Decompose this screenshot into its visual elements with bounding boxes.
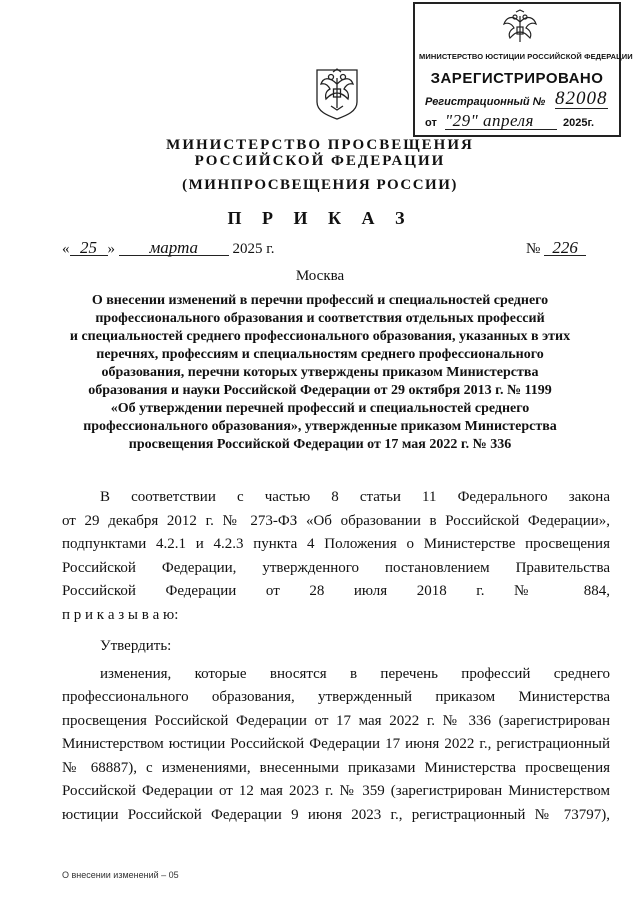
body-line: № 68887), с изменениями, внесенными приказами Министерства просвещения: [62, 759, 610, 776]
title-line: О внесении изменений в перечни профессий и специальностей среднего: [91, 293, 549, 308]
body-line: Российской Федерации от 12 мая 2023 г. № 359 (зарегистрирован Министерством: [62, 783, 610, 799]
title-line: профессионального образования и соответствия отдельных профессий: [95, 311, 545, 326]
order-year: 2025 г.: [232, 241, 275, 257]
body-line: В соответствии с частью 8 статьи 11 Федерального закона: [100, 489, 610, 505]
document-body: [62, 486, 610, 827]
order-number-value: 226: [544, 240, 586, 256]
stamp-date-value: "29" апреля: [445, 112, 557, 130]
body-line: от 29 декабря 2012 г. № 273-ФЗ «Об образовании в Российской Федерации»,: [62, 512, 610, 529]
stamp-reg-label: Регистрационный №: [425, 96, 546, 108]
approve-line: Утвердить:: [100, 638, 172, 654]
body-line: юстиции Российской Федерации 9 июня 2023 г., регистрационный № 73797),: [62, 806, 610, 823]
order-month: марта: [119, 240, 229, 256]
title-line: образования, перечни которых утверждены приказом Министерства: [101, 365, 539, 380]
title-line: просвещения Российской Федерации от 17 мая 2022 г. № 336: [128, 437, 512, 452]
ministry-name-line1: МИНИСТЕРСТВО ПРОСВЕЩЕНИЯ: [166, 137, 474, 153]
title-line: и специальностей среднего профессионального образования, указанных в этих: [69, 329, 571, 344]
footer-note: О внесении изменений – 05: [62, 870, 179, 880]
document-type: П Р И К А З: [227, 208, 413, 228]
double-headed-eagle-icon: [500, 8, 540, 48]
order-number-label: №: [526, 241, 541, 257]
stamp-reg-number: 82008: [555, 88, 608, 109]
body-line: Российской Федерации, утвержденного постановлением Правительства: [62, 559, 610, 576]
coat-of-arms-icon: [311, 62, 363, 120]
date-open-quote: «: [62, 241, 70, 257]
stamp-date-year: 2025г.: [563, 117, 595, 129]
body-line: подпунктами 4.2.1 и 4.2.3 пункта 4 Положения о Министерстве просвещения: [62, 536, 610, 552]
order-date: [62, 240, 274, 258]
body-line: Российской Федерации от 28 июля 2018 г. № 884,: [62, 583, 610, 599]
body-line: Министерством юстиции Российской Федерации 17 июня 2022 г., регистрационный: [62, 736, 610, 752]
stamp-date-label: от: [425, 117, 437, 129]
city: Москва: [295, 268, 345, 284]
order-number: [526, 240, 586, 258]
ministry-name-line2: РОССИЙСКОЙ ФЕДЕРАЦИИ: [194, 153, 446, 169]
ministry-short-name: (МИНПРОСВЕЩЕНИЯ РОССИИ): [182, 177, 458, 193]
stamp-ministry: МИНИСТЕРСТВО ЮСТИЦИИ РОССИЙСКОЙ ФЕДЕРАЦИИ: [419, 52, 633, 61]
document-title: [60, 292, 580, 454]
title-line: образования и науки Российской Федерации от 29 октября 2013 г. № 1199: [88, 383, 552, 398]
stamp-status: ЗАРЕГИСТРИРОВАНО: [430, 70, 604, 87]
title-line: профессионального образования», утвержденные приказом Министерства: [83, 419, 557, 434]
title-line: перечнях, профессиям и специальностям среднего профессионального: [96, 347, 544, 362]
order-day: 25: [70, 240, 108, 256]
title-line: «Об утверждении перечней профессий и специальностей среднего: [110, 401, 530, 416]
registration-stamp: [413, 2, 633, 137]
body-line: изменения, которые вносятся в перечень профессий среднего: [100, 665, 610, 682]
date-close-quote: »: [107, 241, 115, 257]
body-line: профессионального образования, утвержденный приказом Министерства: [62, 689, 610, 705]
body-line: просвещения Российской Федерации от 17 мая 2022 г. № 336 (зарегистрирован: [62, 712, 610, 729]
order-verb: п р и к а з ы в а ю:: [62, 606, 179, 623]
